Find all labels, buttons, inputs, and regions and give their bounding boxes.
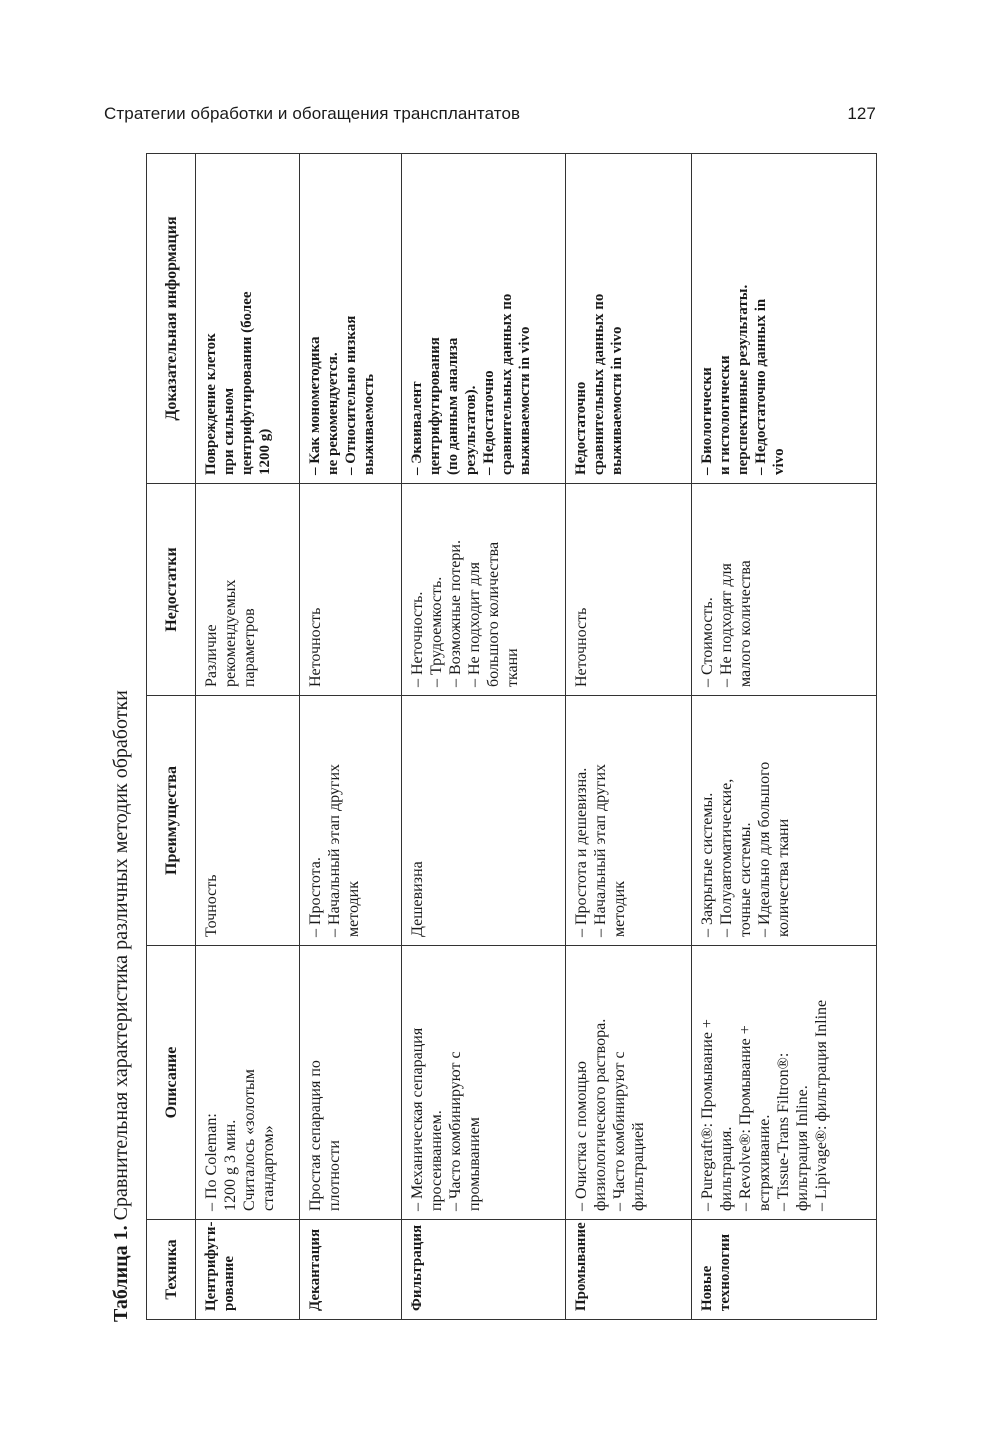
cell-line: – Биологически [699, 367, 715, 475]
cell-line: Точность [203, 874, 220, 937]
disadvantages-cell [692, 484, 877, 696]
cell-line: Считалось «золотым [241, 1069, 258, 1211]
technique-cell: Фильтрация [402, 1220, 566, 1320]
cell-line: малого количества [737, 560, 754, 687]
cell-line: количества ткани [775, 818, 792, 937]
disadvantages-cell [402, 484, 566, 696]
cell-line: промыванием [466, 1117, 483, 1211]
cell-line: – Стоимость. [699, 597, 716, 687]
technique-cell: Промывание [566, 1220, 692, 1320]
advantages-cell [196, 696, 300, 946]
cell-line: 1200 g) [257, 428, 273, 475]
column-header: Описание [147, 946, 196, 1220]
evidence-cell [300, 154, 402, 484]
cell-line: – Трудоемкость. [428, 576, 445, 687]
cell-line: – Закрытые системы. [699, 792, 716, 937]
evidence-cell [402, 154, 566, 484]
cell-line: встряхивание. [756, 1114, 773, 1211]
table-row [566, 154, 692, 1320]
table-header-row [147, 154, 196, 1320]
table-row [692, 154, 877, 1320]
cell-line: стандартом» [260, 1125, 277, 1211]
cell-line: выживаемости in vivo [517, 326, 533, 475]
cell-line: – Часто комбинируют с [447, 1051, 464, 1211]
cell-line: центрифугировании (более [239, 291, 255, 475]
comparison-table [146, 153, 877, 1320]
advantages-cell [692, 696, 877, 946]
cell-line: методик [611, 880, 628, 937]
cell-line: перспективные результаты. [735, 284, 751, 475]
cell-line: – Часто комбинируют с [611, 1051, 628, 1211]
cell-line: параметров [241, 608, 258, 687]
page-number: 127 [847, 104, 876, 123]
cell-line: – Lipivage®: фильтрация Inline [813, 999, 830, 1211]
cell-line: центрифугирования [427, 337, 443, 475]
cell-line: – Эквивалент [409, 381, 425, 475]
running-head-title: Стратегии обработки и обогащения трансплантатов [104, 104, 521, 123]
evidence-cell [196, 154, 300, 484]
cell-line: ткани [504, 648, 521, 687]
cell-line: – Идеально для большого [756, 761, 773, 937]
cell-line: Дешевизна [409, 861, 426, 937]
disadvantages-cell [566, 484, 692, 696]
cell-line: – Простота. [307, 857, 324, 937]
cell-line: фильтрация. [718, 1126, 735, 1211]
cell-line: – Возможные потери. [447, 540, 464, 687]
cell-line: Простая сепарация по [307, 1060, 324, 1211]
cell-line: фильтрацией [630, 1122, 647, 1211]
cell-line: – Начальный этап других [592, 763, 609, 937]
cell-line: (по данным анализа [445, 337, 461, 475]
cell-line: – Не подходят для [718, 563, 735, 687]
advantages-cell [402, 696, 566, 946]
cell-line: выживаемость [361, 373, 377, 475]
description-cell [402, 946, 566, 1220]
cell-line: фильтрация Inline. [794, 1085, 811, 1211]
disadvantages-cell [196, 484, 300, 696]
description-cell [692, 946, 877, 1220]
description-cell [566, 946, 692, 1220]
cell-line: Неточность [307, 607, 324, 687]
cell-line: – Начальный этап других [326, 763, 343, 937]
cell-line: выживаемости in vivo [609, 326, 625, 475]
cell-line: плотности [326, 1140, 343, 1211]
cell-line: методик [345, 880, 362, 937]
cell-line: – Недостаточно [481, 370, 497, 475]
column-header: Недостатки [147, 484, 196, 696]
cell-line: результатов). [463, 385, 479, 475]
cell-line: – Puregraft®: Промывание + [699, 1019, 716, 1211]
evidence-cell [566, 154, 692, 484]
cell-line: при сильном [221, 387, 237, 475]
advantages-cell [566, 696, 692, 946]
cell-line: – Как монометодика [307, 336, 323, 475]
cell-line: просеиванием. [428, 1110, 445, 1211]
cell-line: Повреждение клеток [203, 333, 219, 475]
description-cell [300, 946, 402, 1220]
column-header: Техника [147, 1220, 196, 1320]
description-cell [196, 946, 300, 1220]
cell-line: Недостаточно [573, 381, 589, 475]
cell-line: рекомендуемых [222, 579, 239, 687]
cell-line: – Не подходит для [466, 561, 483, 687]
cell-line: – Tissue-Trans Filtron®: [775, 1052, 792, 1211]
cell-line: – Недостаточно данных in [753, 298, 769, 475]
column-header: Преимущества [147, 696, 196, 946]
cell-line: – Полуавтоматические, [718, 778, 735, 937]
technique-cell: Декантация [300, 1220, 402, 1320]
technique-cell: Центрифуги-рование [196, 1220, 300, 1320]
table-caption-label: Таблица 1. [110, 1225, 132, 1322]
cell-line: – Revolve®: Промывание + [737, 1025, 754, 1211]
technique-cell: Новые технологии [692, 1220, 877, 1320]
cell-line: – По Coleman: [203, 1113, 220, 1211]
table-row [300, 154, 402, 1320]
cell-line: не рекомендуется. [325, 352, 341, 475]
rotated-table-block [106, 152, 871, 1322]
column-header: Доказательная информация [147, 154, 196, 484]
table-row [402, 154, 566, 1320]
cell-line: Неточность [573, 607, 590, 687]
cell-line: 1200 g 3 мин. [222, 1119, 239, 1211]
cell-line: физиологического раствора. [592, 1018, 609, 1211]
cell-line: сравнительных данных по [499, 293, 515, 475]
cell-line: Различие [203, 624, 220, 687]
table-caption-text: Сравнительная характеристика различных методик обработки [110, 690, 132, 1226]
cell-line: точные системы. [737, 822, 754, 937]
cell-line: vivo [771, 448, 787, 475]
cell-line: – Неточность. [409, 591, 426, 687]
cell-line: – Простота и дешевизна. [573, 767, 590, 937]
disadvantages-cell [300, 484, 402, 696]
evidence-cell [692, 154, 877, 484]
cell-line: – Механическая сепарация [409, 1027, 426, 1211]
cell-line: – Очистка с помощью [573, 1061, 590, 1211]
cell-line: и гистологически [717, 355, 733, 475]
table-caption [106, 152, 142, 1322]
cell-line: сравнительных данных по [591, 293, 607, 475]
cell-line: – Относительно низкая [343, 315, 359, 475]
table-row [196, 154, 300, 1320]
cell-line: большого количества [485, 541, 502, 687]
advantages-cell [300, 696, 402, 946]
